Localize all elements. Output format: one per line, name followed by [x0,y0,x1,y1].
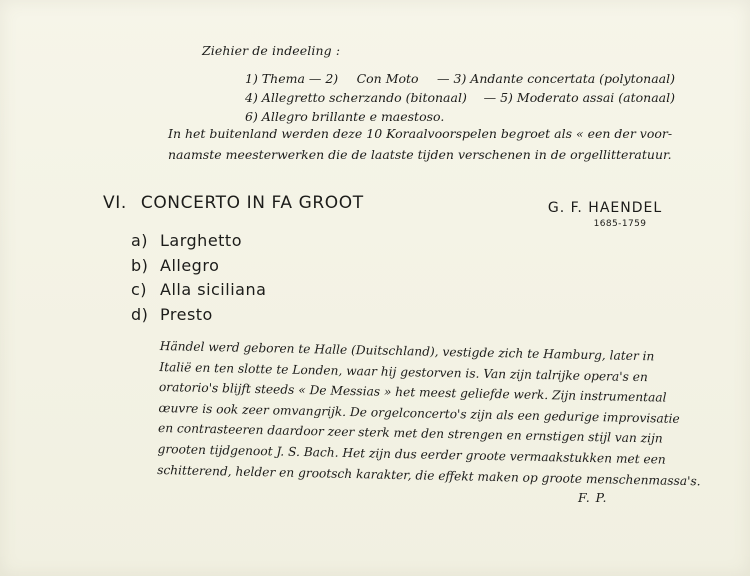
author-initials: F. P. [578,490,608,505]
paragraph-line: schitterend, helder en grootsch karakter, die effekt maken op groote menschenmassa's. [157,462,701,488]
composer-block [540,200,670,229]
intro-text: Ziehier de indeeling : [202,43,341,58]
movement-text: 4) Allegretto scherzando (bitonaal) [245,90,467,105]
concerto-movements [131,229,266,327]
movement-item [131,303,266,328]
movement-letter: b) [131,255,149,275]
movements-line-1 [245,69,675,88]
section-heading [103,193,364,213]
paragraph-line: naamste meesterwerken die de laatste tijden verschenen in de orgellitteratuur. [168,147,672,162]
movement-name: Presto [160,304,213,324]
movement-item [131,229,266,254]
movement-text: Con Moto [356,71,419,86]
movement-text: — 5) Moderato assai (atonaal) [483,90,675,105]
section-number: VI. [103,193,127,213]
paragraph-line: œuvre is ook zeer omvangrijk. De orgelconcerto's zijn als een gedurige improvisatie [158,400,680,426]
biography-paragraph [157,336,701,491]
movements-line-2 [245,88,675,107]
paragraph-line: Händel werd geboren te Halle (Duitschland), vestigde zich te Hamburg, later in [159,338,655,364]
paragraph-line: Italië en ten slotte te Londen, waar hij gestorven is. Van zijn talrijke opera's en [159,359,648,384]
paragraph-line: In het buitenland werden deze 10 Koraalvoorspelen begroet als « een der voor- [168,126,673,141]
movement-name: Alla siciliana [160,280,267,299]
movement-letter: c) [131,280,148,299]
paragraph-line: grooten tijdgenoot J. S. Bach. Het zijn dus eerder groote vermaakstukken met een [157,441,666,467]
movement-text: 6) Allegro brillante e maestoso. [245,109,445,124]
movement-item [131,278,266,303]
section-title: CONCERTO IN FA GROOT [140,193,364,213]
movement-letter: d) [131,304,149,324]
movement-text: 1) Thema — 2) [245,71,339,86]
paragraph-line: oratorio's blijft steeds « De Messias » het meest geliefde werk. Zijn instrumentaal [158,380,667,405]
movement-letter: a) [131,231,149,250]
movement-name: Allegro [160,255,220,275]
reception-paragraph [168,123,673,165]
composer-name: G. F. HAENDEL [547,200,663,216]
movement-name: Larghetto [160,231,242,250]
paragraph-line: en contrasteeren daardoor zeer sterk met den strengen en ernstigen stijl van zijn [157,421,663,446]
movements-list [245,69,675,126]
movement-item [131,254,266,279]
movement-text: — 3) Andante concertata (polytonaal) [437,71,675,86]
composer-dates: 1685-1759 [593,219,647,229]
